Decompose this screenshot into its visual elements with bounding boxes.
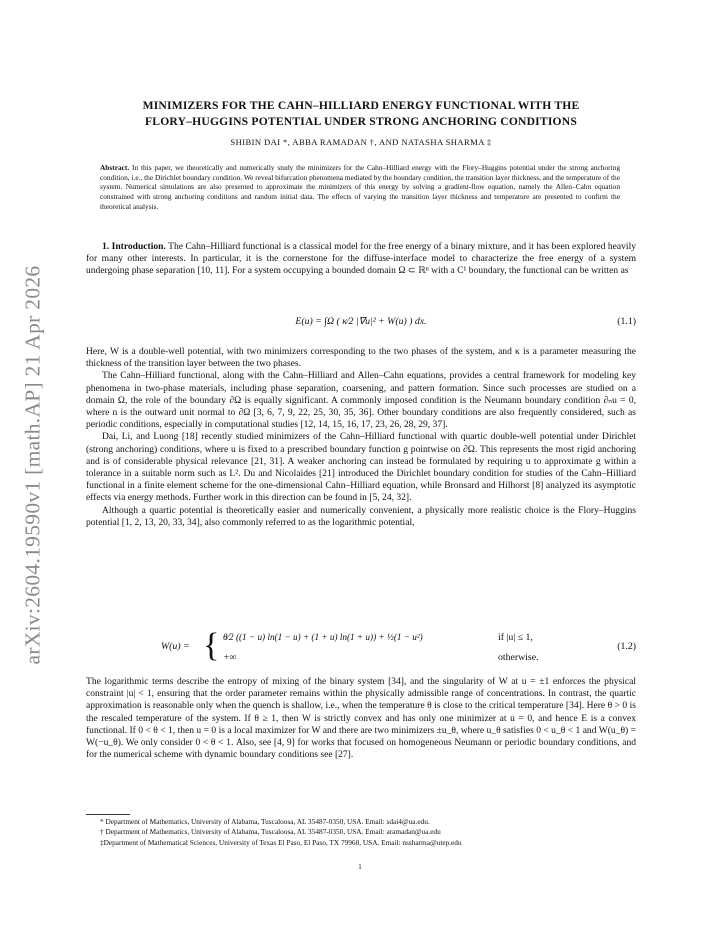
footnote-2: † Department of Mathematics, University of Alabama, Tuscaloosa, AL 35487-0350, USA. Email: aramadan@ua.edu — [100, 827, 441, 837]
para-2: Here, W is a double-well potential, with two minimizers corresponding to the two phases of the system, and κ is a parameter measuring the thickness of the transition layer between the two phases. — [86, 346, 636, 370]
footnote-rule — [86, 814, 130, 815]
arxiv-stamp-text: arXiv:2604.19590v1 [math.AP] 21 Apr 2026 — [20, 265, 45, 665]
equation-1-2 — [86, 627, 636, 666]
intro-paragraph-1 — [86, 241, 636, 278]
page-number: 1 — [358, 862, 362, 871]
equation-brace: { — [203, 627, 220, 664]
intro-block-3 — [86, 676, 636, 761]
para-1-text: The Cahn–Hilliard functional is a classical model for the free energy of a binary mixture, and it has been explored heavily for many other interests. In particular, it is the cornerstone for the diffuse-interface model to characterize the free energy of a system undergoing phase separation [10, 11]. For a system occupying a bounded domain Ω ⊂ ℝⁿ with a C¹ boundary, the functional can be written as — [86, 241, 637, 277]
equation-1-2-lhs: W(u) = — [161, 641, 190, 652]
footnotes — [100, 817, 630, 848]
para-3: The Cahn–Hilliard functional, along with the Cahn–Hilliard and Allen–Cahn equations, provides a central framework for modeling key phenomena in two-phase materials, including phase separation, coarsening, and pattern formation. Since such processes are studied on a domain Ω, the role of the boundary ∂Ω is equally significant. A commonly imposed condition is the Neumann boundary condition ∂ₙu = 0, where n is the outward unit normal to ∂Ω [3, 6, 7, 9, 22, 25, 30, 35, 36]. Other boundary conditions are also frequently considered, such as periodic conditions, especially in computational studies [12, 14, 15, 16, 17, 23, 26, 28, 29, 37]. — [86, 370, 636, 431]
section-heading: 1. Introduction. — [102, 241, 166, 252]
abstract-label: Abstract. — [100, 163, 130, 172]
intro-block-1 — [86, 241, 636, 278]
title-line-2: FLORY–HUGGINS POTENTIAL UNDER STRONG ANCHORING CONDITIONS — [145, 114, 577, 128]
equation-1-2-case-2: +∞ — [223, 652, 237, 663]
para-4: Dai, Li, and Luong [18] recently studied minimizers of the Cahn–Hilliard functional with quartic double-well potential under Dirichlet (strong anchoring) conditions, where u is fixed to a prescribed boundary function g pointwise on ∂Ω. This represents the most rigid anchoring and is of considerable physical relevance [21, 31]. A weaker anchoring can instead be formulated by requiring u to approximate g within a tolerance in a suitable norm such as L². Du and Nicolaides [21] introduced the Dirichlet boundary condition for studies of the Cahn–Hilliard functional in a finite element scheme for the one-dimensional Cahn–Hilliard equation, while Bronsard and Hilhorst [8] analyzed its asymptotic effects via energy methods. Further work in this direction can be found in [5, 24, 32]. — [86, 431, 636, 504]
author-list: SHIBIN DAI *, ABBA RAMADAN †, AND NATASHA SHARMA ‡ — [230, 137, 492, 147]
equation-1-2-number: (1.2) — [617, 641, 636, 652]
equation-1-1-body: E(u) = ∫Ω ( κ⁄2 |∇u|² + W(u) ) dx. — [295, 316, 427, 327]
equation-1-2-case-1: θ⁄2 ((1 − u) ln(1 − u) + (1 + u) ln(1 + u)) + ½(1 − u²) — [223, 632, 423, 642]
equation-1-2-condition-1: if |u| ≤ 1, — [498, 632, 533, 643]
equation-1-1-number: (1.1) — [617, 316, 636, 327]
equation-1-1 — [86, 316, 636, 327]
title-line-1: MINIMIZERS FOR THE CAHN–HILLIARD ENERGY FUNCTIONAL WITH THE — [142, 99, 580, 112]
footnote-1: * Department of Mathematics, University of Alabama, Tuscaloosa, AL 35487-0350, USA. Email: sdai4@ua.edu. — [100, 817, 430, 826]
paper-title — [86, 98, 636, 129]
arxiv-stamp — [18, 245, 48, 685]
para-6: The logarithmic terms describe the entropy of mixing of the binary system [34], and the singularity of W at u = ±1 enforces the physical constraint |u| < 1, ensuring that the order parameter remains within the physically admissible range of concentrations. In contrast, the quartic approximation is reasonable only when the quench is shallow, i.e., when the temperature θ is close to the critical temperature [34]. Here θ > 0 is the rescaled temperature of the system. If θ ≥ 1, then W is strictly convex and has only one minimizer at u = 0, and hence E is a convex functional. If 0 < θ < 1, then u = 0 is a local maximizer for W and there are two minimizers ±u_θ, where u_θ satisfies 0 < u_θ < 1 and W(u_θ) = W(−u_θ). We only consider 0 < θ < 1. Also, see [4, 9] for works that focused on homogeneous Neumann or periodic boundary conditions, and for the numerical scheme with dynamic boundary conditions see [27]. — [86, 676, 636, 761]
abstract-text: In this paper, we theoretically and numerically study the minimizers for the Cahn–Hilliard energy with the Flory–Huggins potential under the strong anchoring condition, i.e., the Dirichlet boundary condition. We reveal bifurcation phenomena mediated by the boundary condition, the transition layer thickness, and the temperature of the system. Numerical simulations are also presented to approximate the minimizers of this energy by solving a gradient-flow equation, namely the Allen–Cahn equation constrained with strong anchoring conditions and random initial data. The effects of varying the transition layer thickness and temperature are presented to confirm the theoretical analysis. — [100, 163, 620, 211]
para-5: Although a quartic potential is theoretically easier and numerically convenient, a physically more realistic choice is the Flory–Huggins potential [1, 2, 13, 20, 33, 34], also commonly referred to as the logarithmic potential, — [86, 504, 636, 528]
abstract — [100, 163, 620, 212]
footnote-3: ‡Department of Mathematical Sciences, University of Texas El Paso, El Paso, TX 79968, USA. Email: nssharma@utep.edu — [100, 837, 462, 847]
equation-1-2-condition-2: otherwise. — [498, 652, 539, 663]
intro-block-2 — [86, 346, 636, 529]
